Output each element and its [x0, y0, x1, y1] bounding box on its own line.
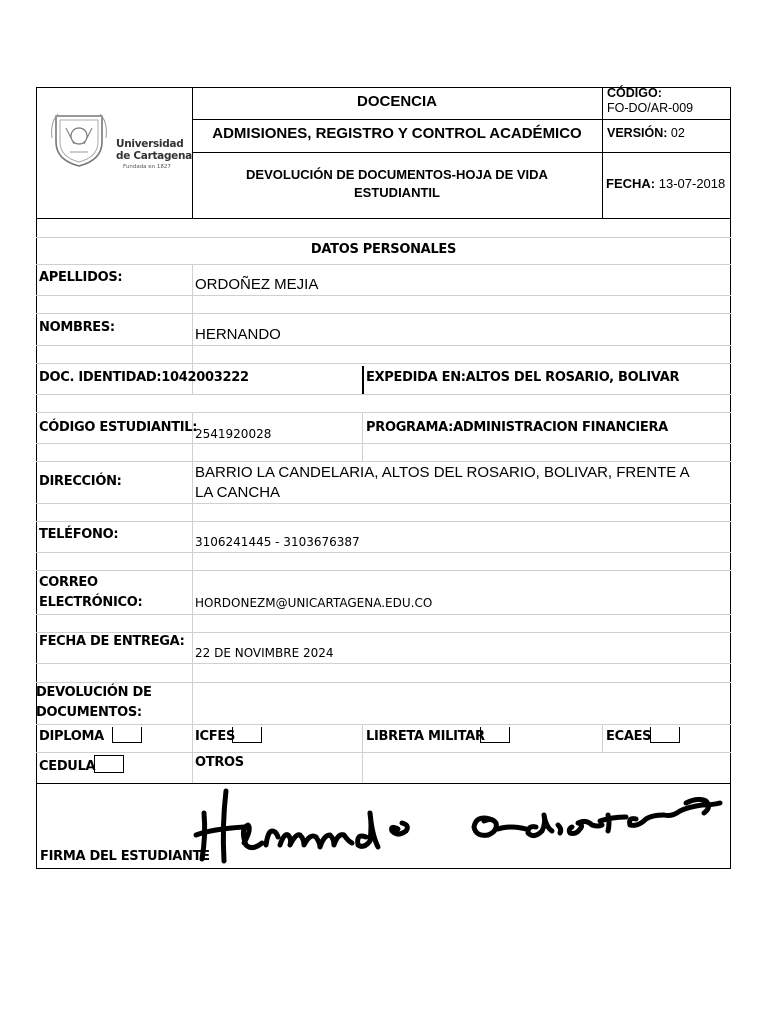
libreta-militar-checkbox[interactable]: [480, 727, 510, 743]
version-value: 02: [670, 126, 685, 140]
document-title: [192, 166, 602, 202]
university-logo: [48, 108, 192, 172]
dept-title: DOCENCIA: [356, 93, 437, 110]
correo-value: HORDONEZM@UNICARTAGENA.EDU.CO: [195, 596, 433, 610]
header-divider: [36, 218, 731, 219]
diploma-checkbox[interactable]: [112, 727, 142, 743]
correo-label: [39, 573, 142, 613]
logo-tagline: Fundada en 1827: [123, 164, 171, 170]
direccion-line: LA CANCHA: [195, 484, 281, 501]
telefono-value: 3106241445 - 3103676387: [195, 535, 360, 549]
correo-label-line: ELECTRÓNICO:: [39, 595, 143, 610]
direccion-line: BARRIO LA CANDELARIA, ALTOS DEL ROSARIO, BOLIVAR, FRENTE A: [195, 464, 690, 481]
devolucion-label-line: DOCUMENTOS:: [36, 705, 142, 720]
otros-label: OTROS: [195, 755, 244, 770]
expedida-en: EXPEDIDA EN:ALTOS DEL ROSARIO, BOLIVAR: [366, 370, 680, 385]
version-cell: [607, 126, 685, 140]
apellidos-value: ORDOÑEZ MEJIA: [195, 276, 319, 293]
doc-identidad: DOC. IDENTIDAD:1042003222: [39, 370, 249, 385]
logo-name: Universidad de Cartagena: [116, 138, 192, 162]
fecha-label: FECHA:: [606, 176, 656, 191]
libreta-militar-label: LIBRETA MILITAR: [366, 729, 485, 744]
fecha-entrega-value: 22 DE NOVIMBRE 2024: [195, 646, 334, 660]
codigo-cell: [607, 86, 693, 116]
devolucion-label: [36, 683, 152, 723]
programa: PROGRAMA:ADMINISTRACION FINANCIERA: [366, 420, 668, 435]
fecha-entrega-label: FECHA DE ENTREGA:: [39, 634, 185, 649]
student-signature-icon: [192, 785, 732, 867]
cedula-label: CEDULA: [39, 759, 96, 774]
version-label: VERSIÓN:: [607, 126, 668, 140]
ecaes-checkbox[interactable]: [650, 727, 680, 743]
devolucion-label-line: DEVOLUCIÓN DE: [36, 685, 152, 700]
document-title-line: ESTUDIANTIL: [354, 185, 440, 200]
telefono-label: TELÉFONO:: [39, 527, 119, 542]
codigo-estudiantil-label: CÓDIGO ESTUDIANTIL:: [39, 420, 198, 435]
header-divider: [192, 119, 731, 120]
firma-label: FIRMA DEL ESTUDIANTE: [40, 849, 210, 864]
section-title: DATOS PERSONALES: [310, 242, 457, 257]
document-title-line: DEVOLUCIÓN DE DOCUMENTOS-HOJA DE VIDA: [246, 167, 548, 182]
diploma-label: DIPLOMA: [39, 729, 104, 744]
shield-emblem-icon: [48, 108, 110, 170]
cedula-checkbox[interactable]: [94, 755, 124, 773]
nombres-value: HERNANDO: [195, 326, 281, 343]
direccion-value: [195, 463, 730, 503]
cell-divider: [362, 366, 364, 394]
codigo-estudiantil-value: 2541920028: [195, 427, 272, 441]
correo-label-line: CORREO: [39, 575, 98, 590]
icfes-label: ICFES: [195, 729, 236, 744]
nombres-label: NOMBRES:: [39, 320, 115, 335]
fecha-cell: [606, 176, 725, 191]
ecaes-label: ECAES: [606, 729, 652, 744]
apellidos-label: APELLIDOS:: [39, 270, 123, 285]
direccion-label: DIRECCIÓN:: [39, 474, 122, 489]
codigo-value: FO-DO/AR-009: [607, 101, 694, 115]
header-divider: [192, 152, 731, 153]
fecha-value: 13-07-2018: [658, 176, 726, 191]
codigo-label: CÓDIGO:: [607, 86, 662, 100]
office-title: ADMISIONES, REGISTRO Y CONTROL ACADÉMICO: [212, 125, 582, 142]
icfes-checkbox[interactable]: [232, 727, 262, 743]
